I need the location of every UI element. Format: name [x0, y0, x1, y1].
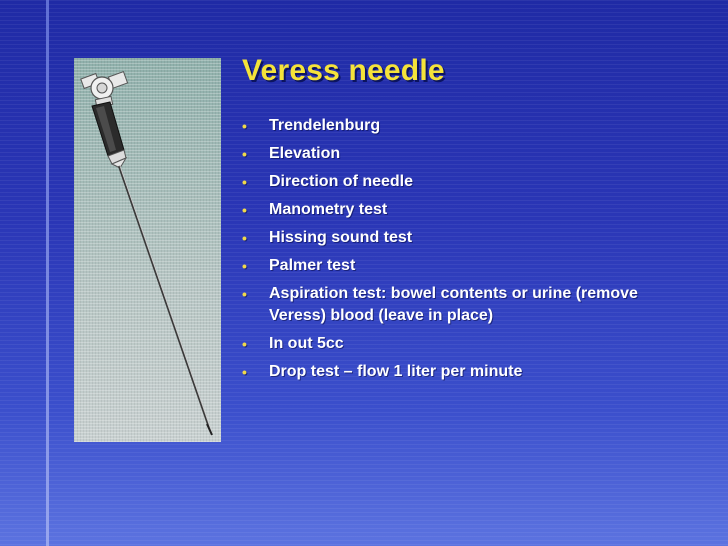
bullet-item	[242, 115, 682, 137]
bullet-marker: •	[242, 230, 247, 246]
bullet-marker: •	[242, 118, 247, 134]
needle-valve-head	[81, 72, 128, 108]
bullet-marker: •	[242, 364, 247, 380]
bullet-text: Hissing sound test	[269, 229, 413, 246]
veress-needle-figure	[74, 58, 221, 442]
bullet-item	[242, 171, 682, 193]
bullet-item	[242, 255, 682, 277]
bullet-text: Direction of needle	[269, 173, 414, 190]
bullet-item	[242, 143, 682, 165]
bullet-text: In out 5cc	[269, 335, 344, 352]
veress-needle-icon	[74, 58, 221, 442]
bullet-text: Aspiration test: bowel contents or urine (remove Veress) blood (leave in place)	[269, 285, 638, 324]
bullet-marker: •	[242, 174, 247, 190]
bullet-text: Trendelenburg	[269, 117, 381, 134]
bullet-text: Palmer test	[269, 257, 356, 274]
bullet-text: Drop test – flow 1 liter per minute	[269, 363, 523, 380]
bullet-item	[242, 283, 682, 327]
bullet-item	[242, 333, 682, 355]
bullet-marker: •	[242, 286, 247, 302]
bullet-marker: •	[242, 202, 247, 218]
bullet-marker: •	[242, 336, 247, 352]
bullet-list	[242, 115, 682, 389]
slide-left-rule	[46, 0, 49, 546]
bullet-marker: •	[242, 258, 247, 274]
needle-shaft	[119, 166, 212, 435]
bullet-marker: •	[242, 146, 247, 162]
slide-title: Veress needle	[242, 54, 445, 87]
needle-body	[92, 102, 126, 168]
bullet-text: Manometry test	[269, 201, 388, 218]
bullet-item	[242, 361, 682, 383]
bullet-item	[242, 227, 682, 249]
bullet-item	[242, 199, 682, 221]
bullet-text: Elevation	[269, 145, 341, 162]
